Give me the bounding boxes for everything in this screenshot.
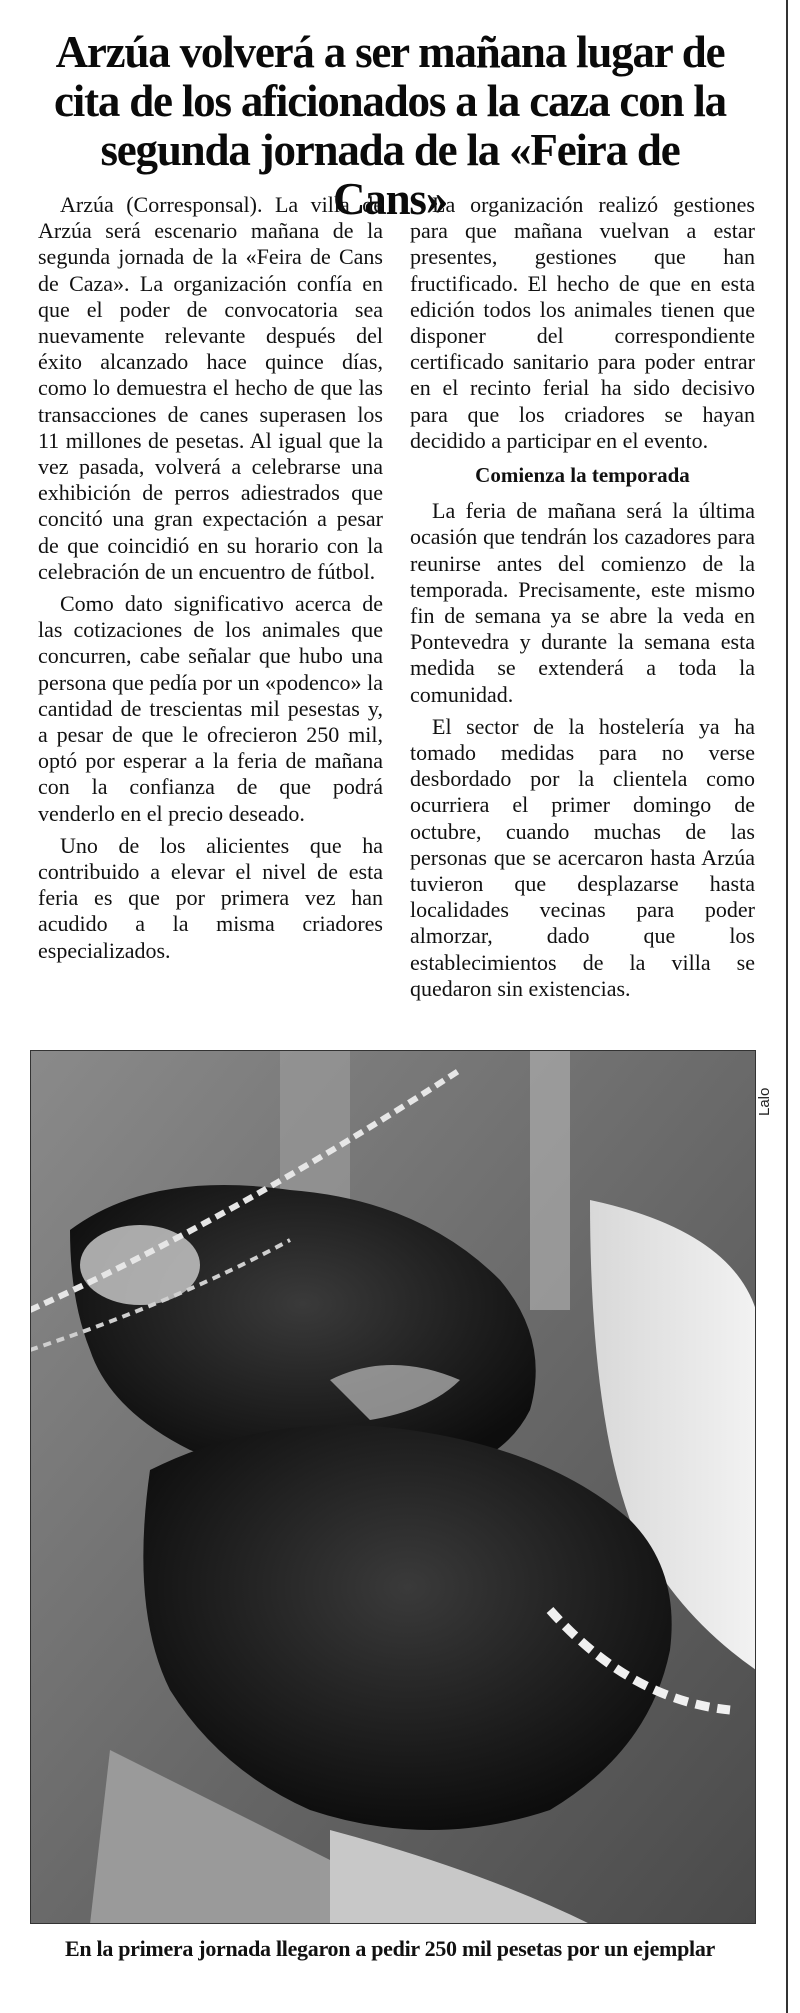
headline-line: cita de los aficionados a la caza con la <box>54 76 726 126</box>
column-rule <box>786 0 788 2013</box>
right-column <box>410 192 755 1008</box>
paragraph: La organización realizó gestiones para que mañana vuelvan a estar presentes, gestiones que han fructificado. El hecho de que en esta edición todos los animales tienen que disponer del correspondiente certificado sanitario para poder entrar en el recinto ferial ha sido decisivo para que los criadores se hayan decidido a participar en el evento. <box>410 192 755 453</box>
paragraph: Uno de los alicientes que ha contribuido a elevar el nivel de esta feria es que por primera vez han acudido a la misma criadores especializados. <box>38 832 383 963</box>
photo-caption: En la primera jornada llegaron a pedir 250 mil pesetas por un ejemplar <box>65 1936 715 1961</box>
headline-line: Arzúa volverá a ser mañana lugar de <box>55 27 725 77</box>
paragraph: La feria de mañana será la última ocasión que tendrán los cazadores para reunirse antes del comienzo de la temporada. Precisamente, este mismo fin de semana ya se abre la veda en Pontevedra y durante la semana esta medida se extenderá a toda la comunidad. <box>410 498 755 707</box>
paragraph: Como dato significativo acerca de las cotizaciones de los animales que concurren, cabe señalar que hubo una persona que pedía por un «podenco» la cantidad de trescientas mil pesestas y, a pesar de que le ofrecieron 250 mil, optó por esperar a la feria de mañana con la confianza de que podrá venderlo en el precio deseado. <box>38 591 383 826</box>
dogs-photo-illustration <box>30 1050 756 1924</box>
paragraph: El sector de la hostelería ya ha tomado medidas para no verse desbordado por la clientela como ocurriera el primer domingo de octubre, cuando muchas de las personas que se acercaron hasta Arzúa tuvieron que desplazarse hasta localidades vecinas para poder almorzar, dado que los establecimientos de la villa se quedaron sin existencias. <box>410 713 755 1001</box>
paragraph: Arzúa (Corresponsal). La villa de Arzúa será escenario mañana de la segunda jornada de la «Feira de Cans de Caza». La organización confía en que el poder de convocatoria sea nuevamente relevante después del éxito alcanzado hace quince días, como lo demuestra el hecho de que las transacciones de canes superasen los 11 millones de pesetas. Al igual que la vez pasada, volverá a celebrarse una exhibición de perros adiestrados que concitó una gran expectación a pesar de que coincidió en su horario con la celebración de un encuentro de fútbol. <box>38 192 383 584</box>
dogs-photo <box>30 1050 756 1924</box>
left-column <box>38 192 383 970</box>
photo-credit: Lalo <box>756 1087 773 1117</box>
subheading: Comienza la temporada <box>475 463 690 488</box>
headline-line: segunda jornada de la «Feira de Cans» <box>100 125 680 224</box>
